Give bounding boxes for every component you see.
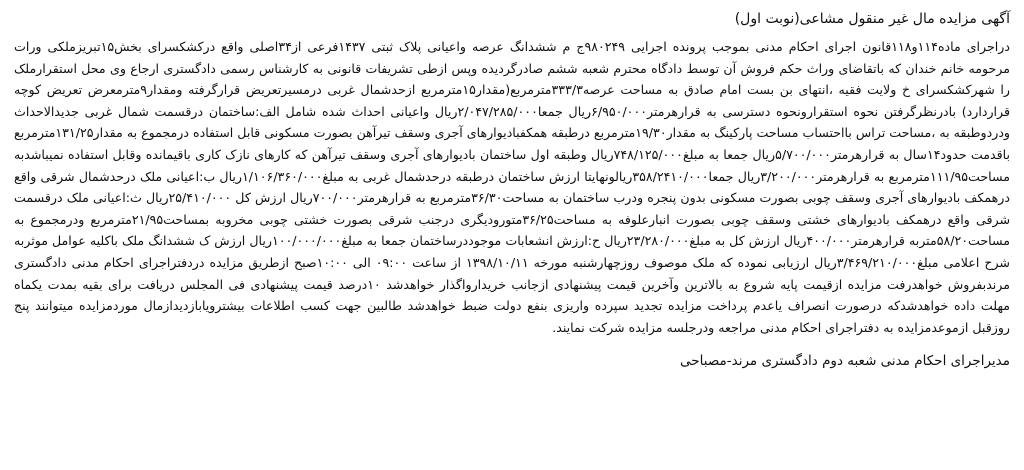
notice-signature: مدیراجرای احکام مدنی شعبه دوم دادگستری مرند-مصباحی: [680, 353, 1010, 370]
notice-title: آگهی مزایده مال غیر منقول مشاعی(نوبت اول): [734, 11, 1010, 27]
notice-body: دراجرای ماده۱۱۴و۱۱۸قانون اجرای احکام مدنی بموجب پرونده اجرایی ۹۸۰۲۴۹ج م ششدانگ عرصه واعیانی پلاک ثبتی ۱۴۳۷فرعی از۳۴اصلی واقع درکشکسرای بخش۱۵تبریزملکی ورات مرحومه خانم خندان که باتقاضای وراث حکم فروش آن توسط دادگاه محترم شعبه ششم صادرگردیده وپس ازطی تشریفات قانونی به کارشناس رسمی دادگستری ارجاع وی محل استقرارملک را شهرکشکسرای خ ولایت فقیه ،انتهای بن بست امام صادق به مساحت عرصه۳۳۳/۳مترمربع(مقدار۱۵مترمربع ازحدشمال غربی درمسیرتعریض قرارگرفته ومقدار۹مترمعرض تعریض کوچه قراردارد) بادرنظرگرفتن نحوه استقرارونحوه دسترسی به قرارهرمتر۶/۹۵۰/۰۰۰ریال جمعا۲/۰۴۷/۲۸۵/۰۰۰ریال واعیانی احداث شده شامل الف:ساختمان درقسمت شمال غربی جدیدالاحداث ودردوطبقه به ،مساحت تراس بااحتساب مساحت پارکینگ به مقدار۱۹/۳۰مترمربع درطبقه همکفبادیوارهای آجری وسقف تیرآهن بصورت مسکونی قابل استفاده درمجموع به مقدار۱۳۱/۲۵مترمربع باقدمت حدود۱۴سال به قرارهرمتر۵/۷۰۰/۰۰۰ریال جمعا به مبلغ۷۴۸/۱۲۵/۰۰۰ریال وطبقه اول ساختمان بادیوارهای آجری وسقف تیرآهن که کارهای نازک کاری باقیمانده وقابل استفاده نمیباشدبه مساحت۱۱۱/۹۵مترمربع به قرارهرمتر۳/۲۰۰/۰۰۰ریال جمعا۳۵۸/۲۴۱۰/۰۰۰ریالونهایتا ارزش ساختمان درطبقه درحدشمال غربی به مبلغ۱/۱۰۶/۳۶۰/۰۰۰ریال ب:اعیانی ملک درحدشمال شرقی واقع درهمکف بادیوارهای آجری وسقف چوبی بصورت مسکونی بدون پنجره ودرب ساختمان به مساحت۳۶/۳۰مترمربع به قرارهرمتر۷۰۰/۰۰۰ریال ارزش کل ۲۵/۴۱۰/۰۰۰ریال ث:اعیانی ملک درقسمت شرقی واقع درهمکف بادیوارهای خشتی وسقف چوبی بصورت انبارعلوفه به مساحت۳۶/۲۵متورودیگری درجنب شرقی بصورت خشتی چوبی مخروبه بمساحت۲۱/۹۵مترمربع ودرمجموع به مساحت۵۸/۲۰متربه قرارهرمتر۴۰۰/۰۰۰ریال ارزش کل به مبلغ۲۳/۲۸۰/۰۰۰ریال ح:ارزش انشعابات موجوددرساختمان جمعا به مبلغ۱۰۰/۰۰۰/۰۰۰ریال ارزش ک ششدانگ ملک باکلیه عوامل موثربه شرح اعلامی مبلغ۳/۴۶۹/۲۱۰/۰۰۰ریال ارزیابی نموده که ملک موصوف روزچهارشنبه مورخه ۱۳۹۸/۱۰/۱۱ از ساعت ۰۹:۰۰ الی ۱۰:۰۰صبح ازطریق مزایده دردفتراجرای احکام مدنی دادگستری مرندبفروش خواهدرفت مزایده ازقیمت پایه شروع به بالاترین وآخرین قیمت پیشنهادی ازجانب خریدارواگذار خواهدشد ۱۰درصد قیمت پیشنهادی فی المجلس دریافت برای بقیه بمدت یکماه مهلت داده خواهدشدکه درصورت انصراف یاعدم پرداخت مزایده تجدید سپرده واریزی بنفع دولت ضبط خواهدشد طالبین جهت کسب اطلاعات بیشترویابازدیدازمال موردمزایده میتوانند پنج روزقبل ازموعدمزایده به دفتراجرای احکام مدنی مراجعه ودرجلسه مزایده شرکت نمایند.: [14, 39, 1011, 335]
